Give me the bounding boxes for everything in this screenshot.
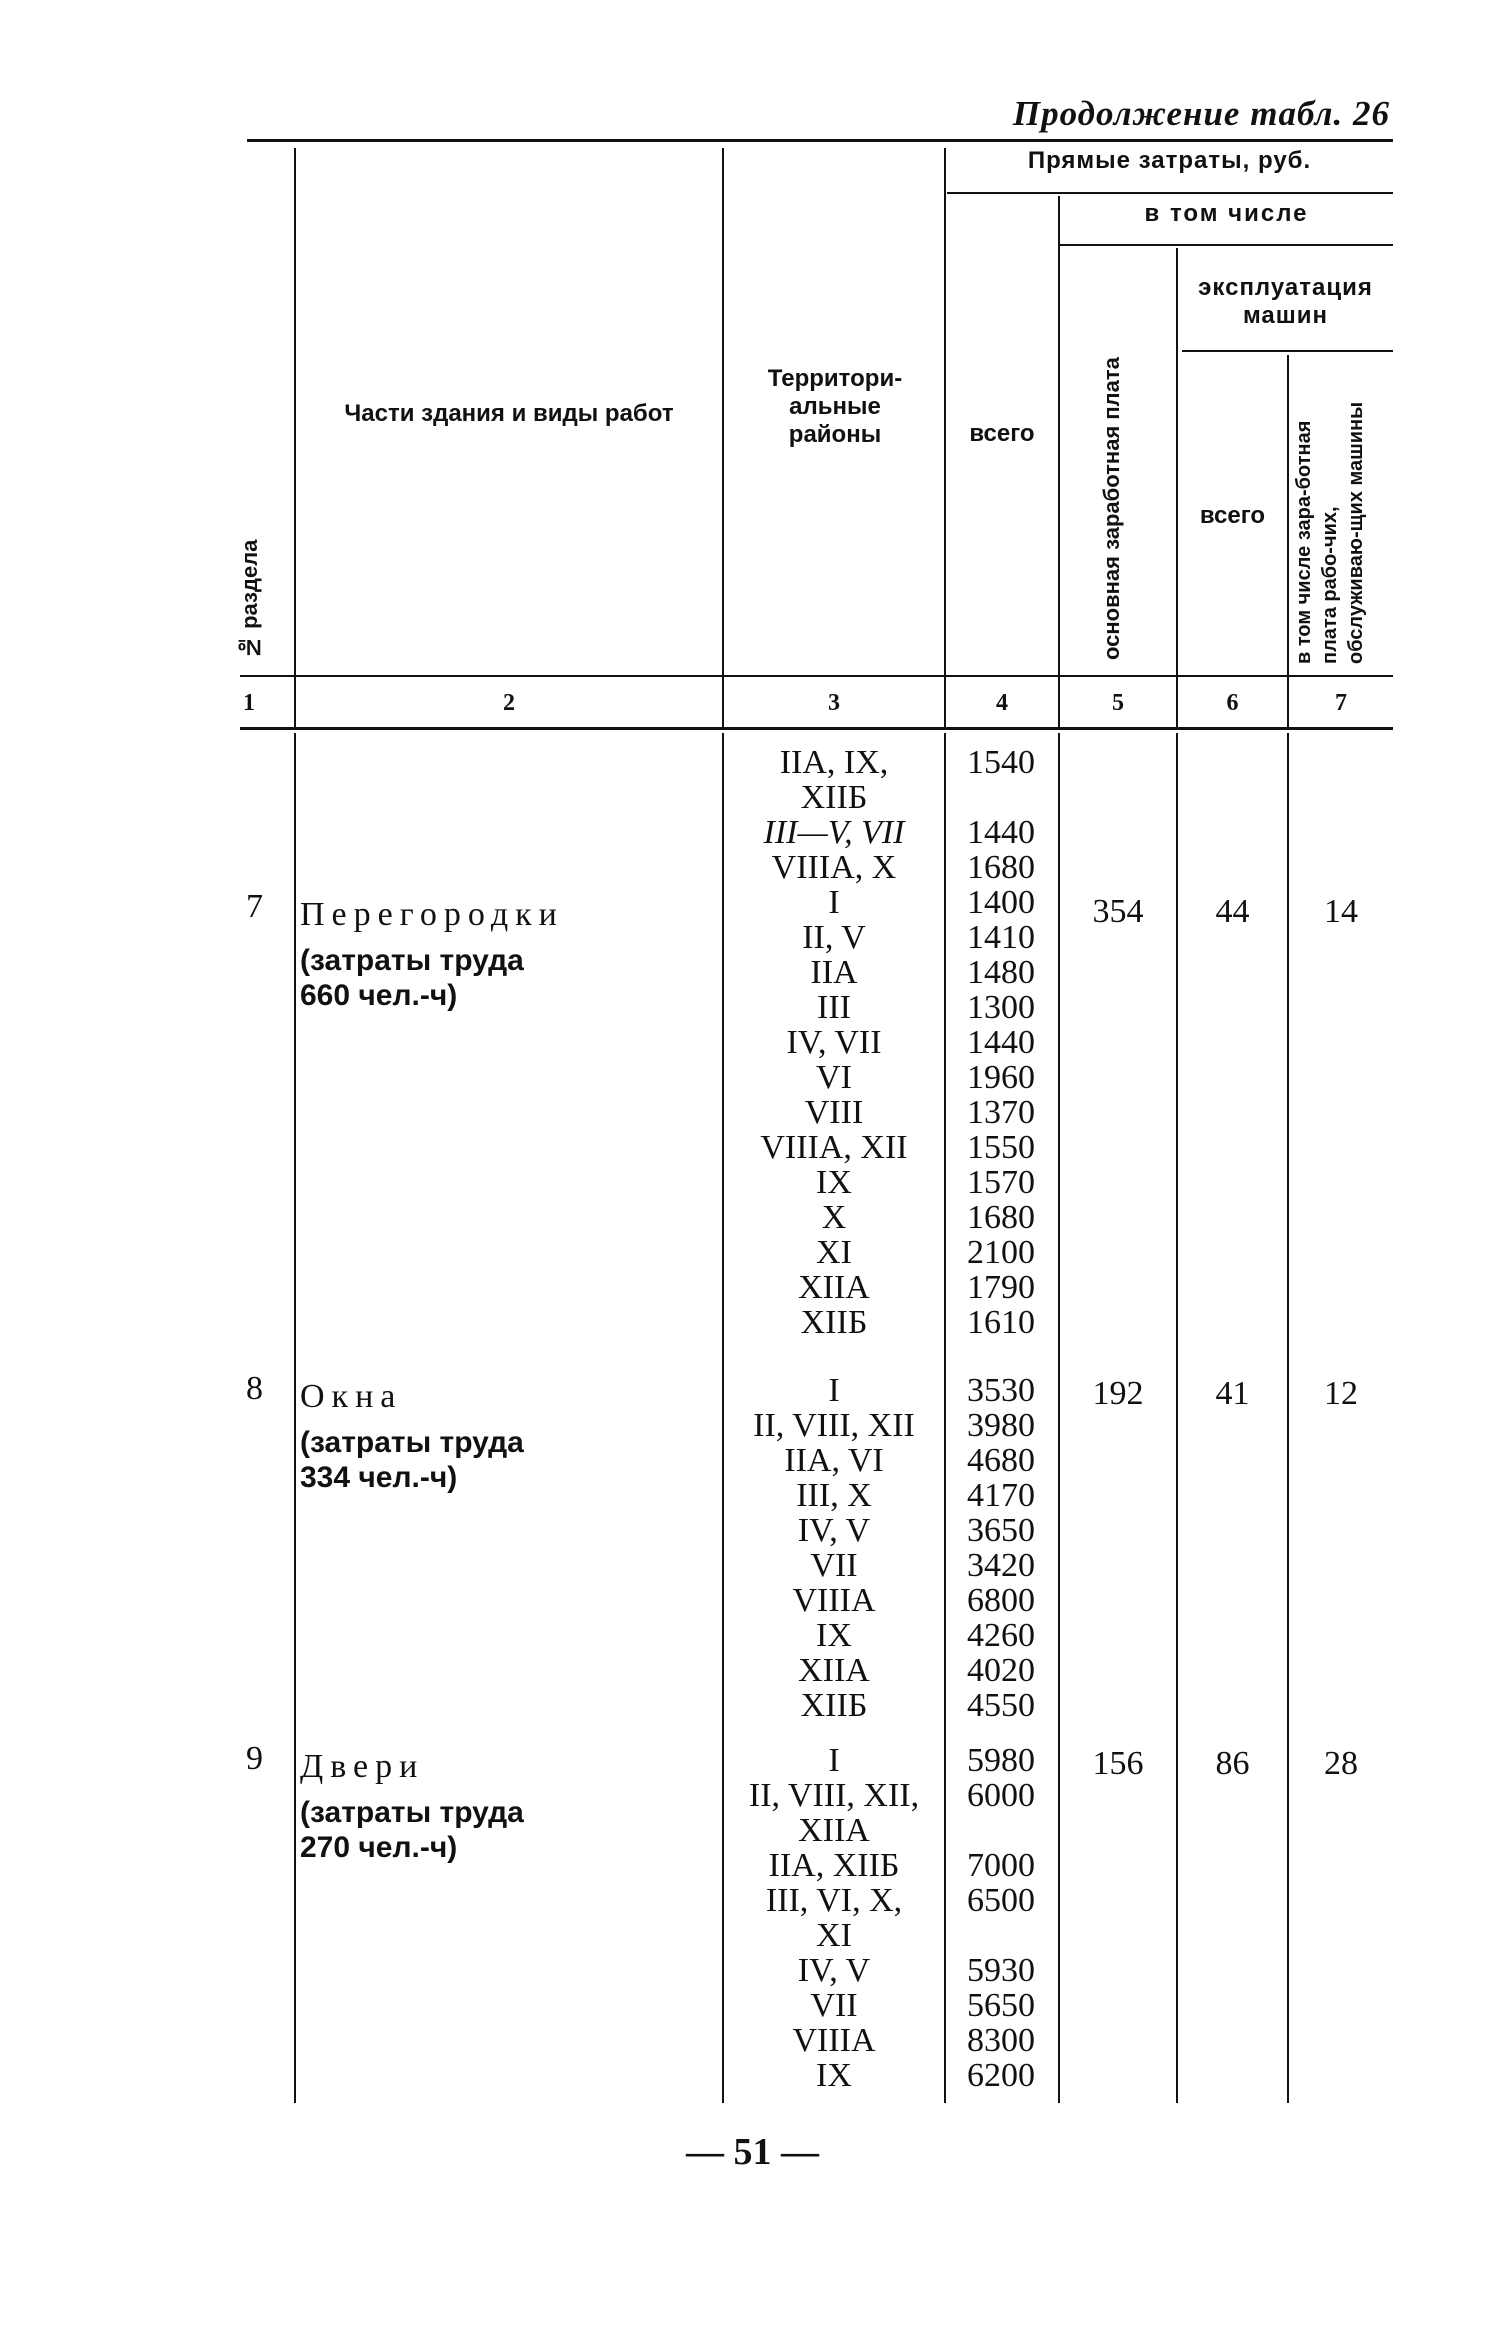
table-row bbox=[724, 990, 1058, 1025]
total-cell bbox=[944, 1813, 1058, 1848]
region-cell: IIA, VI bbox=[784, 1442, 884, 1479]
table-row bbox=[724, 1548, 1058, 1583]
total-cell: 1440 bbox=[967, 1024, 1035, 1061]
section-base-wage: 156 bbox=[1092, 1745, 1144, 1782]
table-row bbox=[724, 920, 1058, 955]
table-row bbox=[724, 1513, 1058, 1548]
total-cell: 3980 bbox=[967, 1407, 1035, 1444]
section-machines-total: 44 bbox=[1215, 893, 1250, 930]
total-cell: 4550 bbox=[967, 1687, 1035, 1724]
section-number: 7 bbox=[246, 888, 263, 925]
machines-rule bbox=[1182, 350, 1393, 352]
table-row bbox=[724, 1953, 1058, 1988]
region-cell: VII bbox=[810, 1987, 858, 2024]
region-cell: IX bbox=[816, 1164, 852, 1201]
table-row bbox=[724, 1165, 1058, 1200]
table-row bbox=[724, 850, 1058, 885]
table-row bbox=[724, 815, 1058, 850]
table-row bbox=[724, 1583, 1058, 1618]
header-bottom-rule bbox=[240, 675, 1393, 677]
region-cell: IX bbox=[816, 1617, 852, 1654]
colnum-7: 7 bbox=[1335, 690, 1347, 716]
total-cell: 3650 bbox=[967, 1512, 1035, 1549]
header-vline-1 bbox=[294, 148, 296, 728]
total-cell: 6200 bbox=[967, 2057, 1035, 2094]
table-row bbox=[724, 1813, 1058, 1848]
header-machine-operation: эксплуатация машин bbox=[1198, 274, 1373, 329]
table-continuation-caption: Продолжение табл. 26 bbox=[1012, 94, 1390, 133]
total-cell: 1680 bbox=[967, 849, 1035, 886]
section-number: 8 bbox=[246, 1370, 263, 1407]
table-row bbox=[724, 2023, 1058, 2058]
region-cell: IV, VII bbox=[786, 1024, 882, 1061]
region-cell: XI bbox=[816, 1234, 852, 1271]
total-cell bbox=[944, 780, 1058, 815]
section-rows bbox=[724, 745, 1058, 1340]
page-number: — 51 — bbox=[686, 2131, 819, 2173]
region-cell: II, V bbox=[802, 919, 866, 956]
section-machines-total: 41 bbox=[1215, 1375, 1250, 1412]
total-cell: 1400 bbox=[967, 884, 1035, 921]
table-row bbox=[724, 1918, 1058, 1953]
region-cell: XI bbox=[816, 1917, 852, 1954]
total-cell: 2100 bbox=[967, 1234, 1035, 1271]
region-cell: VIII bbox=[804, 1094, 864, 1131]
total-cell: 4170 bbox=[967, 1477, 1035, 1514]
table-row bbox=[724, 1235, 1058, 1270]
section-machines-wage: 28 bbox=[1324, 1745, 1358, 1782]
table-row bbox=[724, 1743, 1058, 1778]
header-including: в том числе bbox=[1144, 200, 1309, 227]
table-row bbox=[724, 1618, 1058, 1653]
region-cell: XIIБ bbox=[800, 1687, 868, 1724]
section-number: 9 bbox=[246, 1740, 263, 1777]
body-vline-5 bbox=[1176, 733, 1178, 2103]
body-vline-4 bbox=[1058, 733, 1060, 2103]
region-cell: III—V, VII bbox=[763, 814, 905, 851]
total-cell: 5930 bbox=[967, 1952, 1035, 1989]
header-top-rule bbox=[247, 139, 1393, 142]
total-cell: 4680 bbox=[967, 1442, 1035, 1479]
body-vline-6 bbox=[1287, 733, 1289, 2103]
colnum-3: 3 bbox=[828, 690, 840, 716]
header-direct-costs: Прямые затраты, руб. bbox=[1027, 147, 1312, 174]
region-cell: VI bbox=[816, 1059, 852, 1096]
colnum-2: 2 bbox=[503, 690, 515, 716]
table-row bbox=[724, 1688, 1058, 1723]
region-cell: VIIIA, X bbox=[771, 849, 897, 886]
table-row bbox=[724, 1478, 1058, 1513]
region-cell: IX bbox=[816, 2057, 852, 2094]
header-vline-6 bbox=[1287, 355, 1289, 728]
table-row bbox=[724, 885, 1058, 920]
section-rows bbox=[724, 1373, 1058, 1723]
header-machine-operators-wage: в том числе зара-ботная плата рабо-чих, обслуживаю-щих машины bbox=[1293, 401, 1367, 664]
colnum-1: 1 bbox=[243, 690, 255, 716]
group-rule bbox=[947, 192, 1393, 194]
total-cell: 1480 bbox=[967, 954, 1035, 991]
header-machines-total: всего bbox=[1199, 502, 1266, 529]
header-parts-of-building: Части здания и виды работ bbox=[344, 400, 674, 427]
total-cell: 6000 bbox=[967, 1777, 1035, 1814]
total-cell: 4260 bbox=[967, 1617, 1035, 1654]
section-machines-wage: 12 bbox=[1324, 1375, 1358, 1412]
region-cell: XIIA bbox=[798, 1652, 870, 1689]
section-title: Окна bbox=[300, 1378, 403, 1415]
table-row bbox=[724, 955, 1058, 990]
section-labor-note: (затраты труда 270 чел.-ч) bbox=[300, 1796, 524, 1864]
region-cell: III bbox=[817, 989, 851, 1026]
region-cell: III, VI, X, bbox=[765, 1882, 903, 1919]
region-cell: VIIIA bbox=[792, 1582, 876, 1619]
table-row bbox=[724, 1848, 1058, 1883]
table-row bbox=[724, 1988, 1058, 2023]
section-machines-total: 86 bbox=[1215, 1745, 1250, 1782]
section-machines-wage: 14 bbox=[1324, 893, 1358, 930]
section-title: Двери bbox=[300, 1748, 425, 1785]
table-row bbox=[724, 1130, 1058, 1165]
table-row bbox=[724, 1373, 1058, 1408]
header-section-number: № раздела bbox=[237, 539, 262, 660]
body-vline-1 bbox=[294, 733, 296, 2103]
total-cell: 1370 bbox=[967, 1094, 1035, 1131]
header-territorial-regions: Территори-альные районы bbox=[767, 365, 903, 448]
header-vline-4 bbox=[1058, 196, 1060, 728]
table-row bbox=[724, 1653, 1058, 1688]
region-cell: XIIБ bbox=[800, 779, 868, 816]
total-cell: 1680 bbox=[967, 1199, 1035, 1236]
table-row bbox=[724, 1025, 1058, 1060]
table-row bbox=[724, 1200, 1058, 1235]
region-cell: II, VIII, XII bbox=[753, 1407, 915, 1444]
section-rows bbox=[724, 1743, 1058, 2093]
region-cell: II, VIII, XII, bbox=[748, 1777, 920, 1814]
header-total: всего bbox=[969, 420, 1035, 447]
subgroup-rule bbox=[1060, 244, 1393, 246]
region-cell: IV, V bbox=[797, 1512, 871, 1549]
table-row bbox=[724, 1883, 1058, 1918]
total-cell: 3530 bbox=[967, 1372, 1035, 1409]
total-cell: 5650 bbox=[967, 1987, 1035, 2024]
header-base-wage: основная заработная плата bbox=[1099, 357, 1124, 660]
region-cell: I bbox=[828, 1372, 840, 1409]
colnum-6: 6 bbox=[1226, 690, 1239, 716]
region-cell: IV, V bbox=[797, 1952, 871, 1989]
total-cell: 1550 bbox=[967, 1129, 1035, 1166]
region-cell: XIIБ bbox=[800, 1304, 868, 1341]
region-cell: VIIIA bbox=[792, 2022, 876, 2059]
total-cell: 1300 bbox=[967, 989, 1035, 1026]
region-cell: IIA, XIIБ bbox=[768, 1847, 900, 1884]
region-cell: VIIIA, XII bbox=[760, 1129, 908, 1166]
table-row bbox=[724, 1408, 1058, 1443]
region-cell: IIA bbox=[810, 954, 858, 991]
colnum-rule bbox=[240, 727, 1393, 730]
section-base-wage: 354 bbox=[1092, 893, 1144, 930]
table-row bbox=[724, 1305, 1058, 1340]
total-cell: 1410 bbox=[967, 919, 1035, 956]
section-labor-note: (затраты труда 334 чел.-ч) bbox=[300, 1426, 524, 1494]
total-cell: 1440 bbox=[967, 814, 1035, 851]
total-cell: 1610 bbox=[967, 1304, 1035, 1341]
header-vline-2 bbox=[722, 148, 724, 728]
section-base-wage: 192 bbox=[1092, 1375, 1144, 1412]
total-cell: 3420 bbox=[967, 1547, 1035, 1584]
table-row bbox=[724, 780, 1058, 815]
total-cell: 7000 bbox=[967, 1847, 1035, 1884]
region-cell: I bbox=[828, 884, 840, 921]
section-labor-note: (затраты труда 660 чел.-ч) bbox=[300, 944, 524, 1012]
total-cell: 4020 bbox=[967, 1652, 1035, 1689]
region-cell: XIIA bbox=[798, 1269, 870, 1306]
total-cell bbox=[944, 1918, 1058, 1953]
region-cell: XIIA bbox=[798, 1812, 870, 1849]
total-cell: 6500 bbox=[967, 1882, 1035, 1919]
section-title: Перегородки bbox=[300, 896, 564, 933]
region-cell: IIA, IX, bbox=[779, 744, 889, 781]
table-row bbox=[724, 2058, 1058, 2093]
region-cell: III, X bbox=[796, 1477, 872, 1514]
total-cell: 1790 bbox=[967, 1269, 1035, 1306]
table-row bbox=[724, 745, 1058, 780]
table-row bbox=[724, 1443, 1058, 1478]
total-cell: 6800 bbox=[967, 1582, 1035, 1619]
table-row bbox=[724, 1778, 1058, 1813]
region-cell: X bbox=[821, 1199, 847, 1236]
total-cell: 1960 bbox=[967, 1059, 1035, 1096]
region-cell: VII bbox=[810, 1547, 858, 1584]
total-cell: 1540 bbox=[967, 744, 1035, 781]
table-row bbox=[724, 1270, 1058, 1305]
table-row bbox=[724, 1060, 1058, 1095]
region-cell: I bbox=[828, 1742, 840, 1779]
total-cell: 1570 bbox=[967, 1164, 1035, 1201]
table-row bbox=[724, 1095, 1058, 1130]
colnum-5: 5 bbox=[1112, 690, 1124, 716]
colnum-4: 4 bbox=[996, 690, 1008, 716]
total-cell: 8300 bbox=[967, 2022, 1035, 2059]
total-cell: 5980 bbox=[967, 1742, 1035, 1779]
